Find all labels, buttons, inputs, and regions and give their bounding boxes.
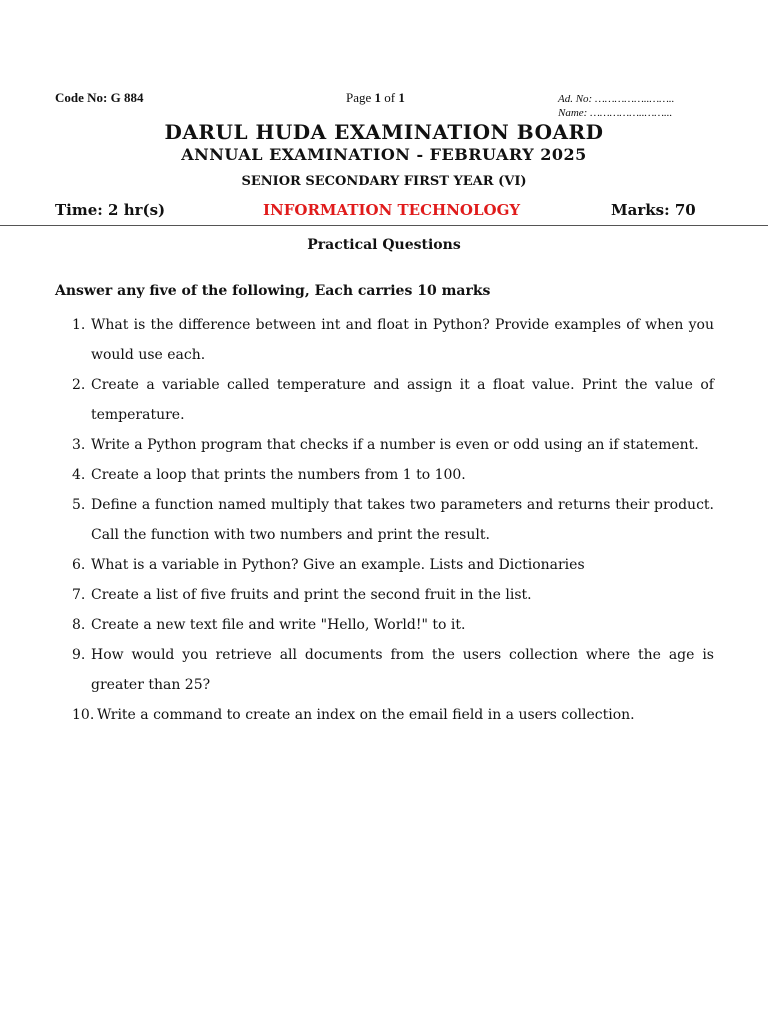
question-text: What is a variable in Python? Give an example. Lists and Dictionaries <box>91 557 585 573</box>
subject-row <box>55 201 715 225</box>
admission-number-field: Ad. No: ……………..…….. <box>558 93 675 105</box>
page-number <box>346 90 405 106</box>
question-number: 10. <box>72 707 95 723</box>
question-item <box>72 460 714 490</box>
header-divider <box>0 225 768 226</box>
question-text: What is the difference between int and float in Python? Provide examples of when you would use each. <box>91 317 714 363</box>
question-item <box>72 490 714 550</box>
candidate-name-field: Name: ……………..……... <box>558 107 673 119</box>
question-text: Create a new text file and write "Hello, World!" to it. <box>91 617 466 633</box>
question-item <box>72 430 714 460</box>
question-item <box>72 580 714 610</box>
time-allowed: Time: 2 hr(s) <box>55 201 166 219</box>
exam-title: ANNUAL EXAMINATION - FEBRUARY 2025 <box>181 145 587 164</box>
section-heading: Practical Questions <box>307 237 461 253</box>
total-marks: Marks: 70 <box>611 201 696 219</box>
page-of: of <box>381 90 399 105</box>
question-text: How would you retrieve all documents from the users collection where the age is greater than 25? <box>91 647 714 693</box>
question-item <box>72 700 714 730</box>
class-title: SENIOR SECONDARY FIRST YEAR (VI) <box>241 174 527 189</box>
subject-name: INFORMATION TECHNOLOGY <box>263 201 521 219</box>
question-item <box>72 610 714 640</box>
question-number: 4. <box>72 467 86 483</box>
question-text: Create a variable called temperature and assign it a float value. Print the value of temperature. <box>91 377 714 423</box>
question-text: Define a function named multiply that takes two parameters and returns their product. Call the function with two numbers and print the result. <box>91 497 714 543</box>
paper-top-line <box>55 90 715 120</box>
question-text: Write a Python program that checks if a number is even or odd using an if statement. <box>91 437 699 453</box>
question-item <box>72 640 714 700</box>
question-item <box>72 310 714 370</box>
question-text: Create a list of five fruits and print the second fruit in the list. <box>91 587 532 603</box>
question-number: 8. <box>72 617 86 633</box>
question-number: 9. <box>72 647 86 663</box>
question-number: 6. <box>72 557 86 573</box>
question-number: 1. <box>72 317 86 333</box>
section-instruction: Answer any five of the following, Each carries 10 marks <box>55 283 491 299</box>
question-number: 5. <box>72 497 86 513</box>
page-total: 1 <box>398 90 405 105</box>
page-current: 1 <box>374 90 382 105</box>
question-item <box>72 550 714 580</box>
question-text: Create a loop that prints the numbers from 1 to 100. <box>91 467 466 483</box>
code-number: Code No: G 884 <box>55 90 144 105</box>
question-item <box>72 370 714 430</box>
board-title: DARUL HUDA EXAMINATION BOARD <box>164 120 604 144</box>
page-prefix: Page <box>346 90 375 105</box>
admission-details <box>558 92 674 120</box>
question-number: 2. <box>72 377 86 393</box>
question-number: 3. <box>72 437 86 453</box>
question-text: Write a command to create an index on the email field in a users collection. <box>97 707 635 723</box>
question-list <box>72 310 714 730</box>
question-number: 7. <box>72 587 86 603</box>
